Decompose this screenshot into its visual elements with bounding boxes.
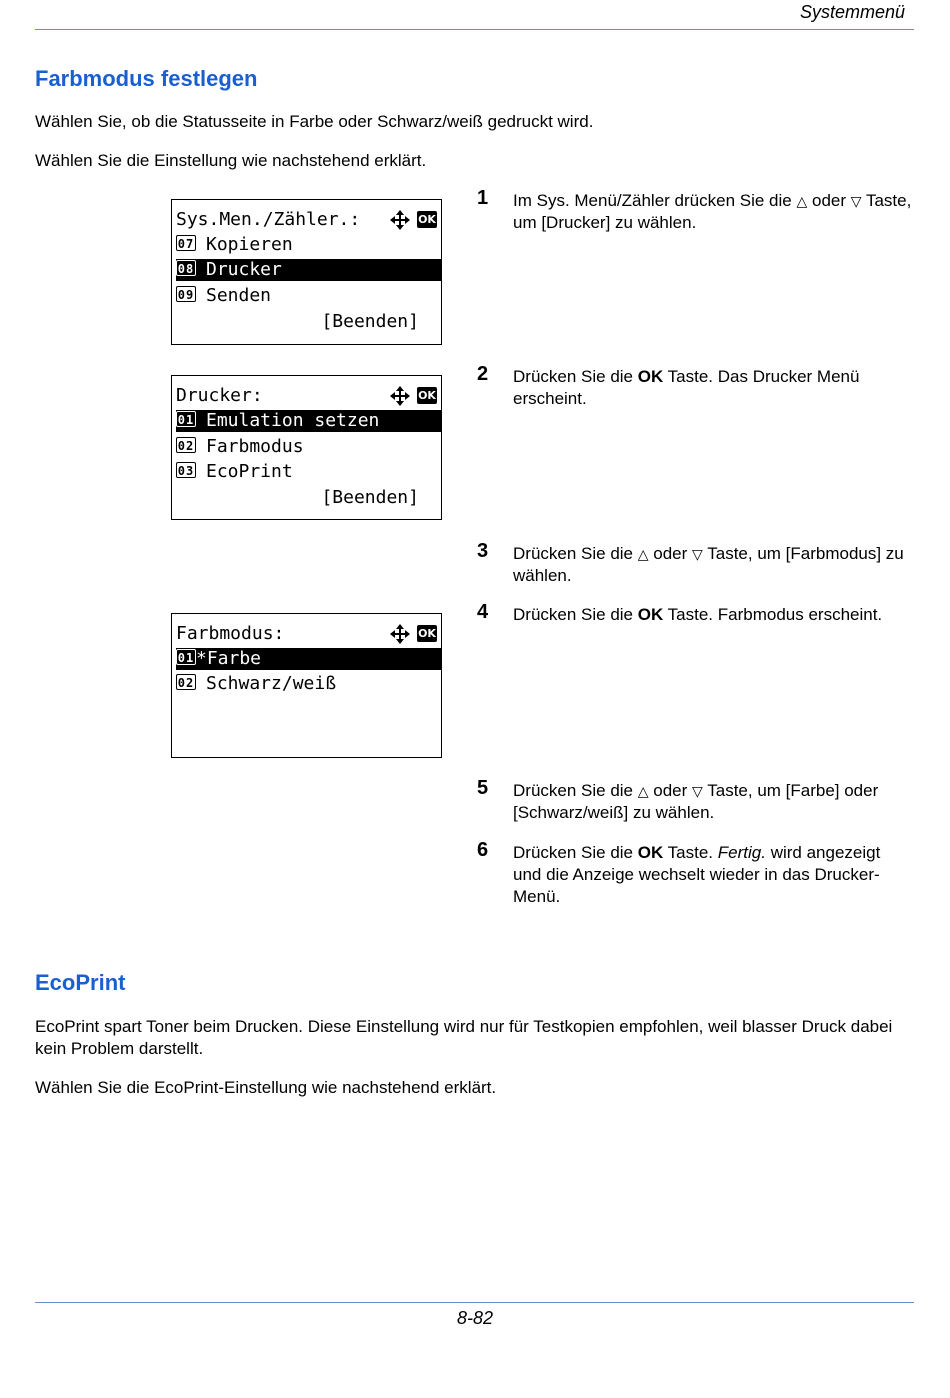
down-arrow-icon: ▽ (850, 193, 862, 209)
intro-paragraph-2: Wählen Sie die Einstellung wie nachstehend erklärt. (35, 151, 427, 170)
four-way-arrow-icon (389, 209, 411, 231)
lcd-menu-item: 02 Schwarz/weiß (177, 673, 337, 694)
footer-rule (35, 1302, 914, 1303)
step-number: 1 (477, 187, 489, 209)
running-header: Systemmenü (799, 2, 905, 22)
page-number: 8-82 (456, 1308, 494, 1328)
step-number: 5 (477, 777, 489, 799)
lcd-end-softkey: [Beenden] (321, 487, 419, 508)
lcd-screen-color-mode (171, 613, 442, 758)
lcd-menu-item: 07 Kopieren (177, 234, 293, 255)
four-way-arrow-icon (389, 623, 411, 645)
ok-key-icon: OK (418, 389, 436, 402)
lcd-menu-item-selected: 08 Drucker (176, 259, 441, 281)
four-way-arrow-icon (389, 385, 411, 407)
lcd-screen-system-menu (171, 199, 442, 345)
down-arrow-icon: ▽ (692, 783, 703, 799)
lcd-title: Sys.Men./Zähler.: (176, 209, 361, 230)
intro-paragraph: Wählen Sie, ob die Statusseite in Farbe oder Schwarz/weiß gedruckt wird. (35, 112, 594, 131)
up-arrow-icon: △ (796, 193, 808, 209)
lcd-title: Farbmodus: (176, 623, 285, 644)
header-rule (35, 29, 914, 30)
section-title-ecoprint: EcoPrint (35, 970, 126, 995)
lcd-menu-item: 03 EcoPrint (177, 461, 293, 482)
lcd-menu-item: 02 Farbmodus (177, 436, 304, 457)
step-number: 3 (477, 540, 489, 562)
step-number: 6 (477, 839, 489, 861)
lcd-menu-item-selected: 01 Emulation setzen (176, 410, 441, 432)
down-arrow-icon: ▽ (692, 546, 703, 562)
lcd-menu-item-selected: 01*Farbe (176, 648, 441, 670)
step-number: 4 (477, 601, 489, 623)
step-number: 2 (477, 363, 489, 385)
up-arrow-icon: △ (637, 546, 649, 562)
lcd-menu-item: 09 Senden (177, 285, 272, 306)
section-title-farbmodus: Farbmodus festlegen (35, 66, 258, 91)
ecoprint-paragraph: EcoPrint spart Toner beim Drucken. Diese Einstellung wird nur für Testkopien empfohlen, weil blasser Druck dabei kein Problem darstellt. (35, 1017, 893, 1058)
lcd-title: Drucker: (176, 385, 263, 406)
lcd-screen-printer-menu (171, 375, 442, 520)
lcd-end-softkey: [Beenden] (321, 311, 419, 332)
ok-key-icon: OK (418, 213, 436, 226)
ecoprint-paragraph-2: Wählen Sie die EcoPrint-Einstellung wie nachstehend erklärt. (35, 1078, 497, 1097)
ok-key-icon: OK (418, 627, 436, 640)
up-arrow-icon: △ (637, 783, 649, 799)
